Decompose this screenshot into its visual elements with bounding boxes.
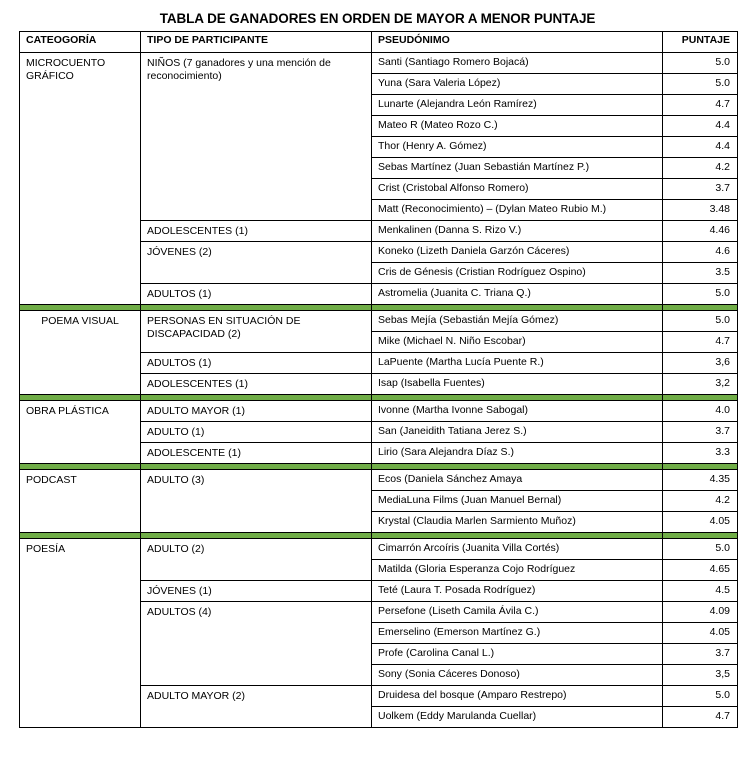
pseudonimo-cell: Yuna (Sara Valeria López) (372, 74, 663, 95)
pseudonimo-cell: Krystal (Claudia Marlen Sarmiento Muñoz) (372, 512, 663, 533)
puntaje-cell: 4.05 (663, 512, 738, 533)
tipo-cell: ADULTOS (1) (141, 353, 372, 374)
category-cell: POESÍA (20, 539, 141, 728)
tipo-cell: JÓVENES (2) (141, 242, 372, 284)
tipo-cell: ADULTO MAYOR (2) (141, 686, 372, 728)
puntaje-cell: 5.0 (663, 74, 738, 95)
pseudonimo-cell: Lunarte (Alejandra León Ramírez) (372, 95, 663, 116)
pseudonimo-cell: Profe (Carolina Canal L.) (372, 644, 663, 665)
category-cell: PODCAST (20, 470, 141, 533)
pseudonimo-cell: Mike (Michael N. Niño Escobar) (372, 332, 663, 353)
tipo-cell: ADOLESCENTES (1) (141, 221, 372, 242)
header-row (20, 32, 738, 53)
pseudonimo-cell: Crist (Cristobal Alfonso Romero) (372, 179, 663, 200)
tipo-cell: ADULTO (1) (141, 422, 372, 443)
puntaje-cell: 3.7 (663, 422, 738, 443)
header-puntaje: PUNTAJE (663, 32, 738, 53)
puntaje-cell: 4.4 (663, 116, 738, 137)
winners-table (19, 31, 738, 728)
tipo-cell: NIÑOS (7 ganadores y una mención de reconocimiento) (141, 53, 372, 221)
pseudonimo-cell: MediaLuna Films (Juan Manuel Bernal) (372, 491, 663, 512)
puntaje-cell: 4.46 (663, 221, 738, 242)
pseudonimo-cell: Koneko (Lizeth Daniela Garzón Cáceres) (372, 242, 663, 263)
pseudonimo-cell: Matilda (Gloria Esperanza Cojo Rodríguez (372, 560, 663, 581)
pseudonimo-cell: Isap (Isabella Fuentes) (372, 374, 663, 395)
category-cell: OBRA PLÁSTICA (20, 401, 141, 464)
page-title: TABLA DE GANADORES EN ORDEN DE MAYOR A MENOR PUNTAJE (159, 11, 596, 26)
table-row (20, 539, 738, 560)
puntaje-cell: 4.5 (663, 581, 738, 602)
table-row (20, 53, 738, 74)
tipo-cell: ADULTO (2) (141, 539, 372, 581)
puntaje-cell: 4.7 (663, 95, 738, 116)
puntaje-cell: 4.35 (663, 470, 738, 491)
table-row (20, 401, 738, 422)
pseudonimo-cell: Matt (Reconocimiento) – (Dylan Mateo Rubio M.) (372, 200, 663, 221)
puntaje-cell: 5.0 (663, 311, 738, 332)
pseudonimo-cell: Emerselino (Emerson Martínez G.) (372, 623, 663, 644)
header-tipo-participante: TIPO DE PARTICIPANTE (141, 32, 372, 53)
pseudonimo-cell: Santi (Santiago Romero Bojacá) (372, 53, 663, 74)
pseudonimo-cell: Thor (Henry A. Gómez) (372, 137, 663, 158)
pseudonimo-cell: Lirio (Sara Alejandra Díaz S.) (372, 443, 663, 464)
pseudonimo-cell: Teté (Laura T. Posada Rodríguez) (372, 581, 663, 602)
pseudonimo-cell: Cris de Génesis (Cristian Rodríguez Ospino) (372, 263, 663, 284)
puntaje-cell: 4.6 (663, 242, 738, 263)
pseudonimo-cell: Astromelia (Juanita C. Triana Q.) (372, 284, 663, 305)
pseudonimo-cell: San (Janeidith Tatiana Jerez S.) (372, 422, 663, 443)
pseudonimo-cell: Cimarrón Arcoíris (Juanita Villa Cortés) (372, 539, 663, 560)
puntaje-cell: 4.2 (663, 491, 738, 512)
pseudonimo-cell: Sebas Martínez (Juan Sebastián Martínez P.) (372, 158, 663, 179)
pseudonimo-cell: Uolkem (Eddy Marulanda Cuellar) (372, 707, 663, 728)
pseudonimo-cell: Ivonne (Martha Ivonne Sabogal) (372, 401, 663, 422)
puntaje-cell: 3.5 (663, 263, 738, 284)
pseudonimo-cell: Druidesa del bosque (Amparo Restrepo) (372, 686, 663, 707)
header-categoria: CATEOGORÍA (20, 32, 141, 53)
puntaje-cell: 3.3 (663, 443, 738, 464)
puntaje-cell: 4.7 (663, 332, 738, 353)
puntaje-cell: 4.65 (663, 560, 738, 581)
tipo-cell: ADULTOS (1) (141, 284, 372, 305)
pseudonimo-cell: LaPuente (Martha Lucía Puente R.) (372, 353, 663, 374)
tipo-cell: ADOLESCENTE (1) (141, 443, 372, 464)
table-row (20, 311, 738, 332)
puntaje-cell: 4.09 (663, 602, 738, 623)
tipo-cell: ADOLESCENTES (1) (141, 374, 372, 395)
header-pseudonimo: PSEUDÓNIMO (372, 32, 663, 53)
pseudonimo-cell: Persefone (Liseth Camila Ávila C.) (372, 602, 663, 623)
winners-table-body (20, 53, 738, 728)
tipo-cell: JÓVENES (1) (141, 581, 372, 602)
tipo-cell: ADULTOS (4) (141, 602, 372, 686)
puntaje-cell: 4.05 (663, 623, 738, 644)
category-cell: MICROCUENTO GRÁFICO (20, 53, 141, 305)
puntaje-cell: 3.7 (663, 179, 738, 200)
puntaje-cell: 3,5 (663, 665, 738, 686)
table-row (20, 470, 738, 491)
tipo-cell: ADULTO (3) (141, 470, 372, 533)
tipo-cell: PERSONAS EN SITUACIÓN DE DISCAPACIDAD (2) (141, 311, 372, 353)
puntaje-cell: 3.7 (663, 644, 738, 665)
puntaje-cell: 4.4 (663, 137, 738, 158)
pseudonimo-cell: Menkalinen (Danna S. Rizo V.) (372, 221, 663, 242)
puntaje-cell: 3,6 (663, 353, 738, 374)
puntaje-cell: 5.0 (663, 686, 738, 707)
pseudonimo-cell: Ecos (Daniela Sánchez Amaya (372, 470, 663, 491)
puntaje-cell: 5.0 (663, 284, 738, 305)
pseudonimo-cell: Sebas Mejía (Sebastián Mejía Gómez) (372, 311, 663, 332)
tipo-cell: ADULTO MAYOR (1) (141, 401, 372, 422)
pseudonimo-cell: Mateo R (Mateo Rozo C.) (372, 116, 663, 137)
puntaje-cell: 5.0 (663, 53, 738, 74)
category-cell: POEMA VISUAL (20, 311, 141, 395)
pseudonimo-cell: Sony (Sonia Cáceres Donoso) (372, 665, 663, 686)
puntaje-cell: 5.0 (663, 539, 738, 560)
puntaje-cell: 4.0 (663, 401, 738, 422)
puntaje-cell: 4.2 (663, 158, 738, 179)
puntaje-cell: 4.7 (663, 707, 738, 728)
puntaje-cell: 3,2 (663, 374, 738, 395)
puntaje-cell: 3.48 (663, 200, 738, 221)
